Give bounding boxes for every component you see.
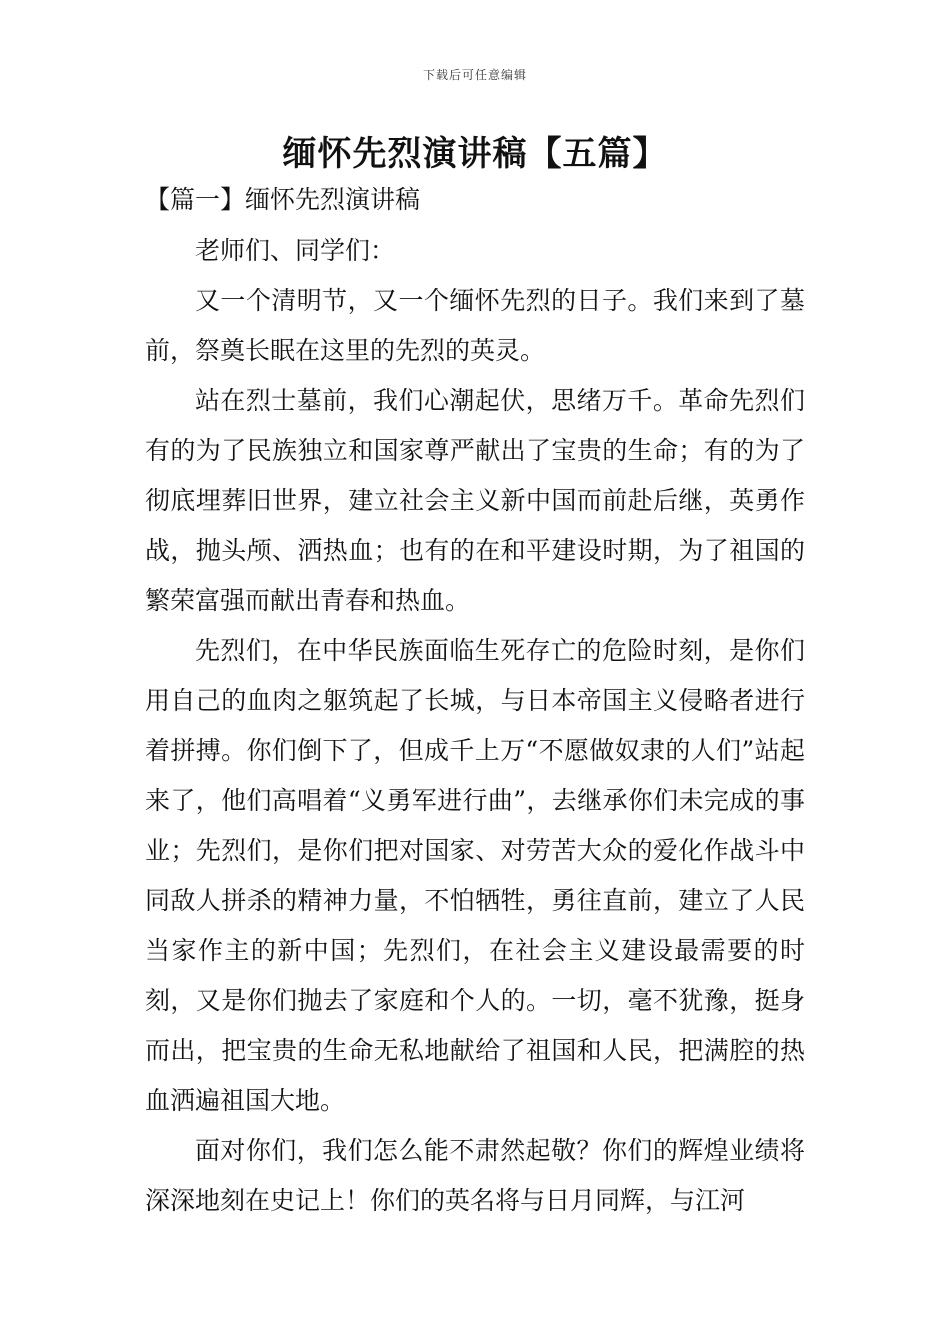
section-heading: 【篇一】缅怀先烈演讲稿 <box>145 185 421 214</box>
paragraph-greeting: 老师们、同学们： <box>195 236 396 265</box>
paragraph: 面对你们，我们怎么能不肃然起敬？你们的辉煌业绩将深深地刻在史记上！你们的英名将与日月同辉，与江河 <box>145 1136 805 1215</box>
paragraph: 站在烈士墓前，我们心潮起伏，思绪万千。革命先烈们有的为了民族独立和国家尊严献出了宝贵的生命；有的为了彻底埋葬旧世界，建立社会主义新中国而前赴后继，英勇作战，抛头颅、洒热血；也有的在和平建设时期，为了祖国的繁荣富强而献出青春和热血。 <box>145 386 805 615</box>
document-title: 缅怀先烈演讲稿【五篇】 <box>282 134 668 174</box>
body-text <box>145 226 805 1226</box>
header-note: 下载后可任意编辑 <box>422 68 527 82</box>
paragraph: 先烈们，在中华民族面临生死存亡的危险时刻，是你们用自己的血肉之躯筑起了长城，与日本帝国主义侵略者进行着拼搏。你们倒下了，但成千上万“不愿做奴隶的人们”站起来了，他们高唱着“义勇军进行曲”，去继承你们未完成的事业；先烈们，是你们把对国家、对劳苦大众的爱化作战斗中同敌人拼杀的精神力量，不怕牺牲，勇往直前，建立了人民当家作主的新中国；先烈们，在社会主义建设最需要的时刻，又是你们抛去了家庭和个人的。一切，毫不犹豫，挺身而出，把宝贵的生命无私地献给了祖国和人民，把满腔的热血洒遍祖国大地。 <box>145 636 805 1115</box>
paragraph: 又一个清明节，又一个缅怀先烈的日子。我们来到了墓前，祭奠长眠在这里的先烈的英灵。 <box>145 286 805 365</box>
